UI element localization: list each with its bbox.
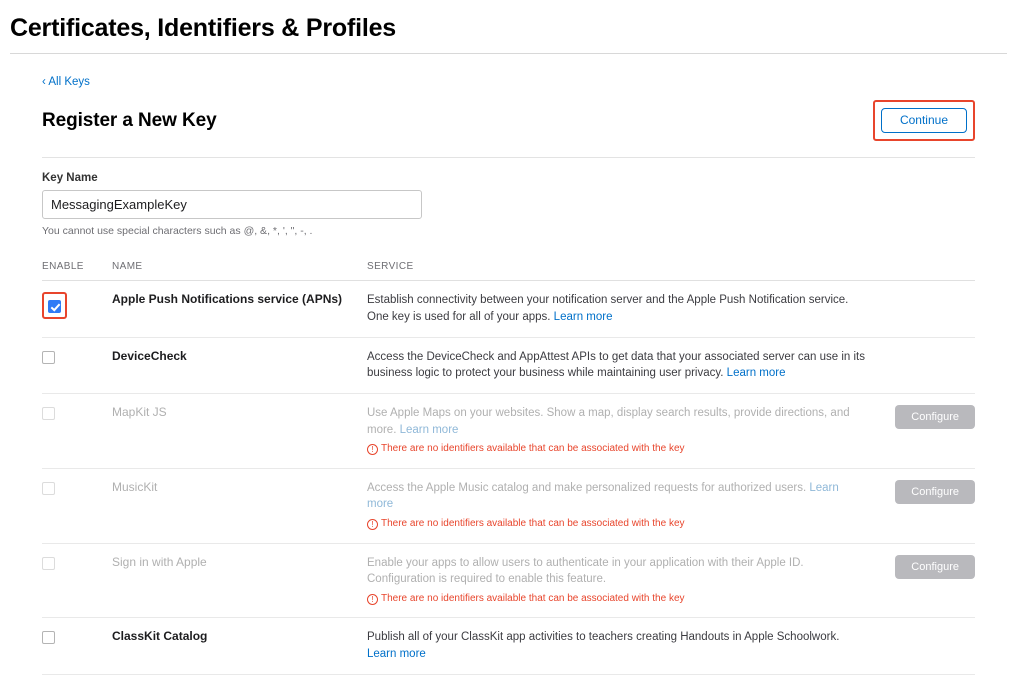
enable-checkbox-musickit <box>42 482 55 495</box>
table-row <box>42 393 975 468</box>
services-table-header <box>42 261 975 281</box>
learn-more-link[interactable]: Learn more <box>726 367 786 380</box>
warning-text: There are no identifiers available that can be associated with the key <box>381 518 685 530</box>
key-name-input[interactable] <box>42 190 422 219</box>
warning-text: There are no identifiers available that can be associated with the key <box>381 592 685 604</box>
section-divider <box>42 157 975 158</box>
checkbox-highlight <box>42 292 67 319</box>
service-description-cell <box>367 543 865 618</box>
service-name: Sign in with Apple <box>112 543 367 618</box>
row-action-cell <box>865 618 975 674</box>
service-description-cell <box>367 337 865 393</box>
configure-button-sign-in-with-apple[interactable]: Configure <box>895 555 975 579</box>
service-description-cell <box>367 618 865 674</box>
row-enable-cell <box>42 281 112 337</box>
enable-checkbox-mapkit-js <box>42 407 55 420</box>
table-row <box>42 468 975 543</box>
no-identifiers-warning <box>367 517 865 532</box>
learn-more-link: Learn more <box>367 481 839 511</box>
row-action-cell <box>865 468 975 543</box>
learn-more-link[interactable]: Learn more <box>367 648 426 661</box>
service-description-cell <box>367 393 865 468</box>
column-header-service: SERVICE <box>367 261 865 281</box>
row-action-cell <box>865 281 975 337</box>
table-header-row <box>42 261 975 281</box>
services-table <box>42 261 975 675</box>
column-header-enable: ENABLE <box>42 261 112 281</box>
configure-button-musickit[interactable]: Configure <box>895 480 975 504</box>
service-name: MapKit JS <box>112 393 367 468</box>
table-row <box>42 618 975 674</box>
service-description-cell <box>367 281 865 337</box>
row-enable-cell <box>42 337 112 393</box>
row-enable-cell <box>42 618 112 674</box>
service-description: Establish connectivity between your notification server and the Apple Push Notification service. One key is used for all of your apps. <box>367 294 849 323</box>
section-title: Register a New Key <box>42 109 217 131</box>
service-name: Apple Push Notifications service (APNs) <box>112 281 367 337</box>
enable-checkbox-apns[interactable] <box>48 300 61 313</box>
services-table-body <box>42 281 975 675</box>
warning-icon: ! <box>367 594 378 605</box>
service-name: MusicKit <box>112 468 367 543</box>
service-name: DeviceCheck <box>112 337 367 393</box>
key-name-label: Key Name <box>42 172 98 185</box>
service-description: Enable your apps to allow users to authenticate in your application with their Apple ID. Configuration is required to enable this feature. <box>367 556 804 586</box>
column-header-name: NAME <box>112 261 367 281</box>
service-description: Access the Apple Music catalog and make personalized requests for authorized users. <box>367 481 807 494</box>
key-name-hint: You cannot use special characters such as @, &, *, ', ", -, . <box>42 225 313 238</box>
continue-button[interactable]: Continue <box>881 108 967 133</box>
page-title: Certificates, Identifiers & Profiles <box>10 14 396 42</box>
warning-icon: ! <box>367 444 378 455</box>
learn-more-link[interactable]: Learn more <box>553 310 613 323</box>
row-action-cell <box>865 543 975 618</box>
row-action-cell <box>865 337 975 393</box>
row-enable-cell <box>42 468 112 543</box>
row-enable-cell <box>42 393 112 468</box>
column-header-action <box>865 261 975 281</box>
warning-text: There are no identifiers available that can be associated with the key <box>381 443 685 455</box>
no-identifiers-warning <box>367 592 865 607</box>
service-description-cell <box>367 468 865 543</box>
service-name: ClassKit Catalog <box>112 618 367 674</box>
row-enable-cell <box>42 543 112 618</box>
continue-button-highlight <box>873 100 975 141</box>
configure-button-mapkit-js[interactable]: Configure <box>895 405 975 429</box>
warning-icon: ! <box>367 519 378 530</box>
table-row <box>42 337 975 393</box>
enable-checkbox-sign-in-with-apple <box>42 557 55 570</box>
breadcrumb-all-keys[interactable]: ‹ All Keys <box>42 76 90 88</box>
service-description: Access the DeviceCheck and AppAttest APIs to get data that your associated server can use in its business logic to protect your business while maintaining user privacy. <box>367 350 865 380</box>
table-row <box>42 281 975 337</box>
row-action-cell <box>865 393 975 468</box>
learn-more-link: Learn more <box>399 423 459 436</box>
enable-checkbox-devicecheck[interactable] <box>42 351 55 364</box>
no-identifiers-warning <box>367 442 865 457</box>
table-row <box>42 543 975 618</box>
service-description: Publish all of your ClassKit app activities to teachers creating Handouts in Apple Schoolwork. <box>367 631 840 644</box>
content-area <box>0 54 1017 675</box>
section-header <box>42 100 975 141</box>
enable-checkbox-classkit-catalog[interactable] <box>42 631 55 644</box>
service-description: Use Apple Maps on your websites. Show a map, display search results, provide directions, and more. <box>367 406 850 436</box>
